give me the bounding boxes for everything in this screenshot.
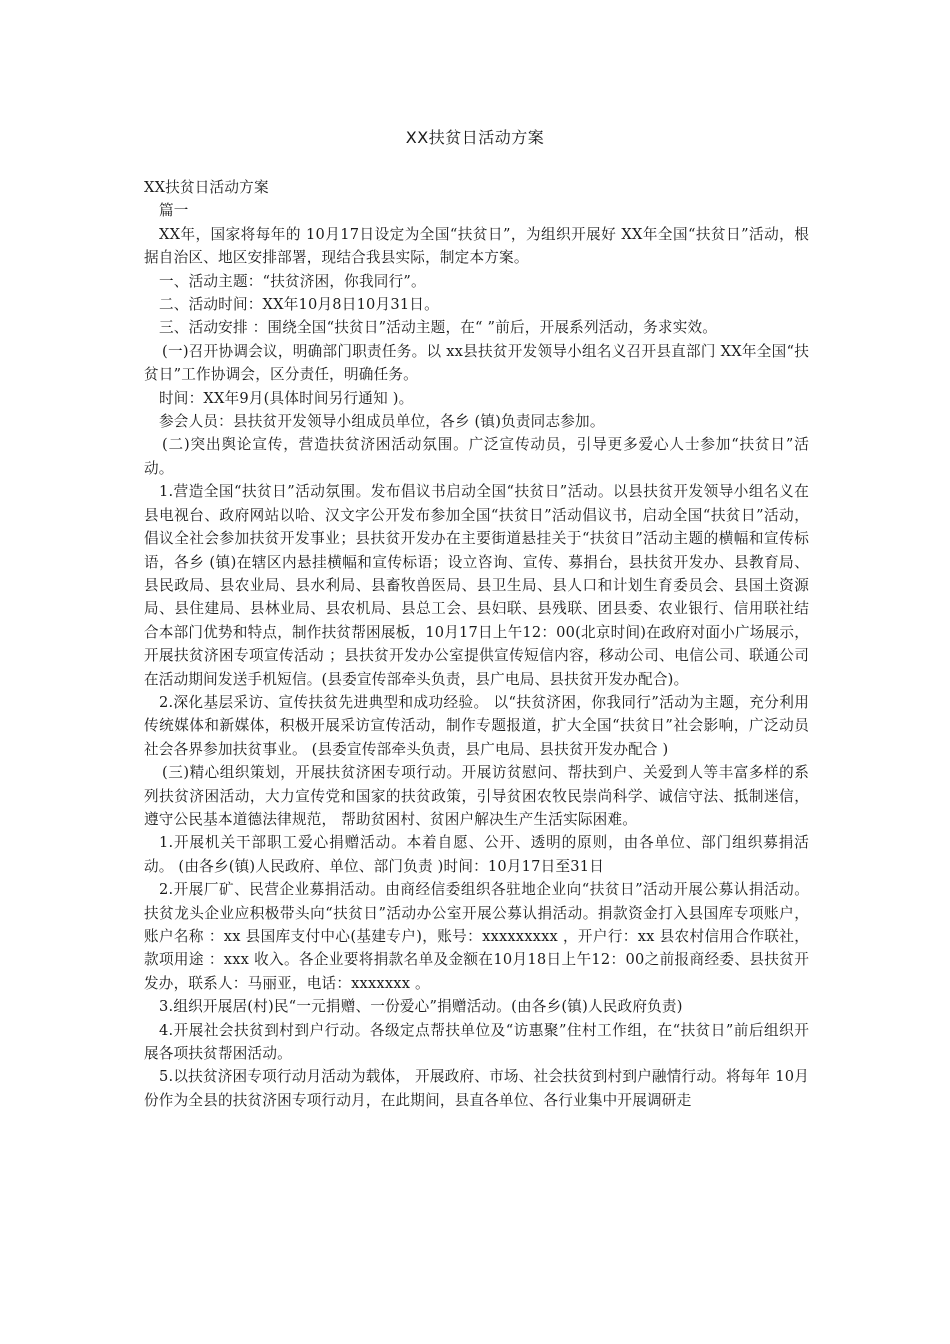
paragraph: 4.开展社会扶贫到村到户行动。各级定点帮扶单位及“访惠聚”住村工作组，在“扶贫日”前后组织开展各项扶贫帮困活动。	[144, 1021, 809, 1063]
paragraph: 1.营造全国“扶贫日”活动氛围。发布倡议书启动全国“扶贫日”活动。以县扶贫开发领导小组名义在县电视台、政府网站以哈、汉文字公开发布参加全国“扶贫日”活动倡议书，启动全国“扶贫日”活动，倡议全社会参加扶贫开发事业；县扶贫开发办在主要街道悬挂关于“扶贫日”活动主题的横幅和宣传标语，各乡 (镇)在辖区内悬挂横幅和宣传标语；设立咨询、宣传、募捐台，县扶贫开发办、县教育局、县民政局、县农业局、县水利局、县畜牧兽医局、县卫生局、县人口和计划生育委员会、县国土资源局、县住建局、县林业局、县农机局、县总工会、县妇联、县残联、团县委、农业银行、信用联社结合本部门优势和特点，制作扶贫帮困展板，10月17日上午12：00(北京时间)在政府对面小广场展示，开展扶贫济困专项宣传活动 ；县扶贫开发办公室提供宣传短信内容，移动公司、电信公司、联通公司在活动期间发送手机短信。(县委宣传部牵头负责，县广电局、县扶贫开发办配合)。	[144, 483, 809, 688]
paragraph: 1.开展机关干部职工爱心捐赠活动。本着自愿、公开、透明的原则，由各单位、部门组织募捐活动。 (由各乡(镇)人民政府、单位、部门负责 )时间：10月17日至31日	[144, 834, 809, 875]
paragraph: 一、活动主题：“扶贫济困，你我同行”。	[159, 272, 426, 290]
paragraph: 2.开展厂矿、民营企业募捐活动。由商经信委组织各驻地企业向“扶贫日”活动开展公募认捐活动。扶贫龙头企业应积极带头向“扶贫日”活动办公室开展公募认捐活动。捐款资金打入县国库专项账户，账户名称 ：xx 县国库支付中心(基建专户)，账号：xxxxxxxxx ，开户行：xx 县农村信用合作联社，款项用途 ：xxx 收入。各企业要将捐款名单及金额在10月18日上午12：00之前报商经委、县扶贫开发办，联系人：马丽亚，电话：xxxxxxx 。	[144, 881, 809, 992]
paragraph: 三、活动安排 ：围绕全国“扶贫日”活动主题，在“ ”前后，开展系列活动，务求实效。	[159, 319, 718, 337]
paragraph: 二、活动时间：XX年10月8日10月31日。	[159, 296, 439, 314]
paragraph: 时间：XX年9月(具体时间另行通知 )。	[159, 389, 414, 407]
section-label: 篇一	[159, 202, 189, 220]
paragraph: 2.深化基层采访、宣传扶贫先进典型和成功经验。 以“扶贫济困，你我同行”活动为主题，充分利用传统媒体和新媒体，积极开展采访宣传活动，制作专题报道，扩大全国“扶贫日”社会影响，广泛动员社会各界参加扶贫事业。 (县委宣传部牵头负责，县广电局、县扶贫开发办配合 )	[144, 693, 809, 758]
paragraph: 5.以扶贫济困专项行动月活动为载体， 开展政府、市场、社会扶贫到村到户融情行动。将每年 10月份作为全县的扶贫济困专项行动月，在此期间，县直各单位、各行业集中开展调研走	[144, 1068, 809, 1109]
body-heading: XX扶贫日活动方案	[144, 179, 269, 196]
paragraph: XX年，国家将每年的 10月17日设定为全国“扶贫日”，为组织开展好 XX年全国“扶贫日”活动，根据自治区、地区安排部署，现结合我县实际，制定本方案。	[144, 225, 809, 267]
paragraph: 参会人员：县扶贫开发领导小组成员单位，各乡 (镇)负责同志参加。	[159, 413, 605, 431]
paragraph: (二)突出舆论宣传，营造扶贫济困活动氛围。广泛宣传动员，引导更多爱心人士参加“扶贫日”活动。	[144, 436, 809, 477]
paragraph: (一)召开协调会议，明确部门职责任务。以 xx县扶贫开发领导小组名义召开县直部门 XX年全国“扶贫日”工作协调会，区分责任，明确任务。	[144, 342, 809, 384]
document-title: XX扶贫日活动方案	[405, 128, 545, 147]
document-body	[144, 176, 809, 1112]
paragraph: 3.组织开展居(村)民“一元捐赠、一份爱心”捐赠活动。(由各乡(镇)人民政府负责)	[159, 998, 683, 1016]
paragraph: (三)精心组织策划，开展扶贫济困专项行动。开展访贫慰问、帮扶到户、关爱到人等丰富多样的系列扶贫济困活动，大力宣传党和国家的扶贫政策，引导贫困农牧民崇尚科学、诚信守法、抵制迷信，遵守公民基本道德法律规范， 帮助贫困村、贫困户解决生产生活实际困难。	[144, 764, 809, 828]
